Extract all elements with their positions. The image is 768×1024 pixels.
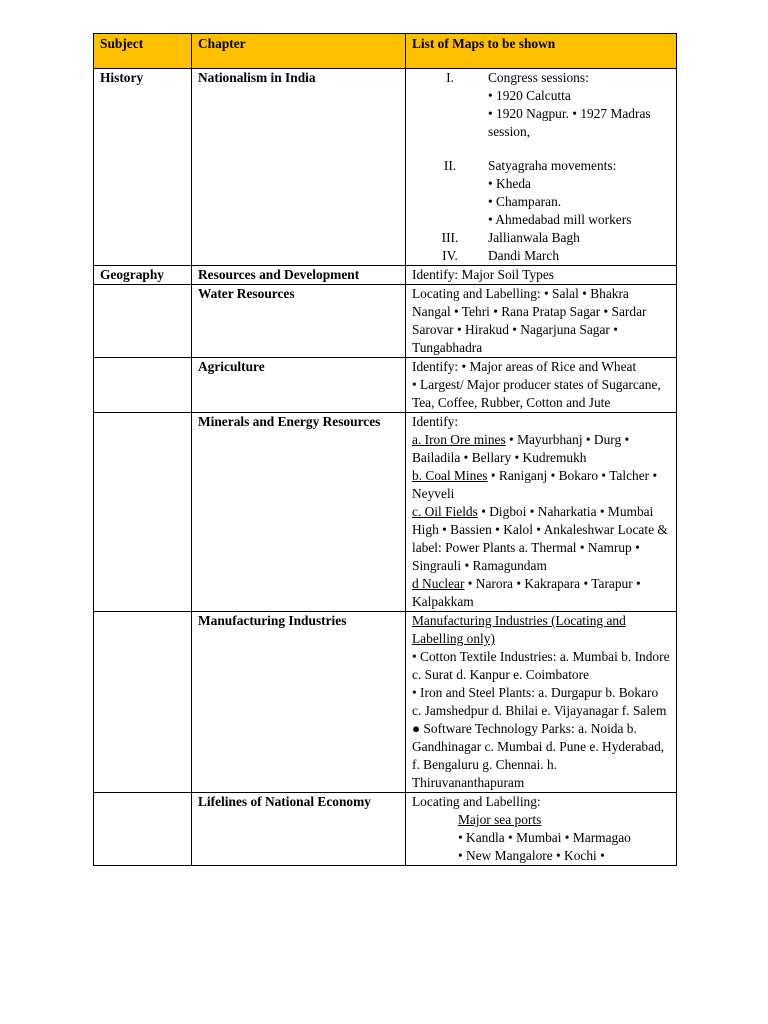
chapter-manufacturing: Manufacturing Industries (192, 612, 406, 793)
oil-fields-label: c. Oil Fields (412, 504, 478, 519)
maps-resources: Identify: Major Soil Types (406, 266, 677, 285)
header-row (94, 34, 677, 69)
coal-mines-label: b. Coal Mines (412, 468, 488, 483)
history-row (94, 69, 677, 266)
header-maps: List of Maps to be shown (406, 34, 677, 69)
chapter-minerals: Minerals and Energy Resources (192, 413, 406, 612)
subject-history: History (94, 69, 192, 266)
chapter-resources: Resources and Development (192, 266, 406, 285)
chapter-nationalism: Nationalism in India (192, 69, 406, 266)
chapter-water: Water Resources (192, 285, 406, 358)
maps-agriculture: Identify: • Major areas of Rice and Wheat • Largest/ Major producer states of Sugarcane, Tea, Coffee, Rubber, Cotton and Jute (406, 358, 677, 413)
maps-water: Locating and Labelling: • Salal • Bhakra Nangal • Tehri • Rana Pratap Sagar • Sardar Sarovar • Hirakud • Nagarjuna Sagar • Tungabhadra (406, 285, 677, 358)
satyagraha-item-3: • Ahmedabad mill workers (488, 212, 632, 227)
header-chapter: Chapter (192, 34, 406, 69)
congress-item-1: • 1920 Calcutta (488, 88, 571, 103)
maps-manufacturing: Manufacturing Industries (Locating and Labelling only) • Cotton Textile Industries: a. Mumbai b. Indore c. Surat d. Kanpur e. Coimbatore • Iron and Steel Plants: a. Durgapur b. Bokaro c. Jamshedpur d. Bhilai e. Vijayanagar f. Salem ● Software Technology Parks: a. Noida b. Gandhinagar c. Mumbai d. Pune e. Hyderabad, f. Bengaluru g. Chennai. h. Thiruvananthapuram (406, 612, 677, 793)
list-item: II. Satyagraha movements: (443, 158, 617, 173)
resources-row (94, 266, 677, 285)
manufacturing-row (94, 612, 677, 793)
lifelines-row (94, 793, 677, 866)
water-row (94, 285, 677, 358)
maps-nationalism (406, 69, 677, 266)
nuclear-label: d Nuclear (412, 576, 465, 591)
chapter-lifelines: Lifelines of National Economy (192, 793, 406, 866)
satyagraha-item-2: • Champaran. (488, 194, 562, 209)
agriculture-row (94, 358, 677, 413)
list-item: I. Congress sessions: (446, 70, 589, 85)
header-subject: Subject (94, 34, 192, 69)
minerals-row (94, 413, 677, 612)
maps-table (93, 33, 677, 866)
maps-lifelines: Locating and Labelling: Major sea ports • Kandla • Mumbai • Marmagao • New Mangalore • Kochi • (406, 793, 677, 866)
maps-minerals: Identify: a. Iron Ore mines • Mayurbhanj • Durg • Bailadila • Bellary • Kudremukh b. Coal Mines • Raniganj • Bokaro • Talcher • Neyveli c. Oil Fields • Digboi • Naharkatia • Mumbai High • Bassien • Kalol • Ankaleshwar Locate & label: Power Plants a. Thermal • Namrup • Singrauli • Ramagundam d Nuclear • Narora • Kakrapara • Tarapur • Kalpakkam (406, 413, 677, 612)
congress-item-2: • 1920 Nagpur. • 1927 Madras session, (488, 106, 651, 139)
list-item: III. Jallianwala Bagh (441, 230, 580, 245)
iron-ore-label: a. Iron Ore mines (412, 432, 506, 447)
satyagraha-item-1: • Kheda (488, 176, 531, 191)
list-item: IV. Dandi March (442, 248, 560, 263)
subject-geography: Geography (94, 266, 192, 285)
chapter-agriculture: Agriculture (192, 358, 406, 413)
